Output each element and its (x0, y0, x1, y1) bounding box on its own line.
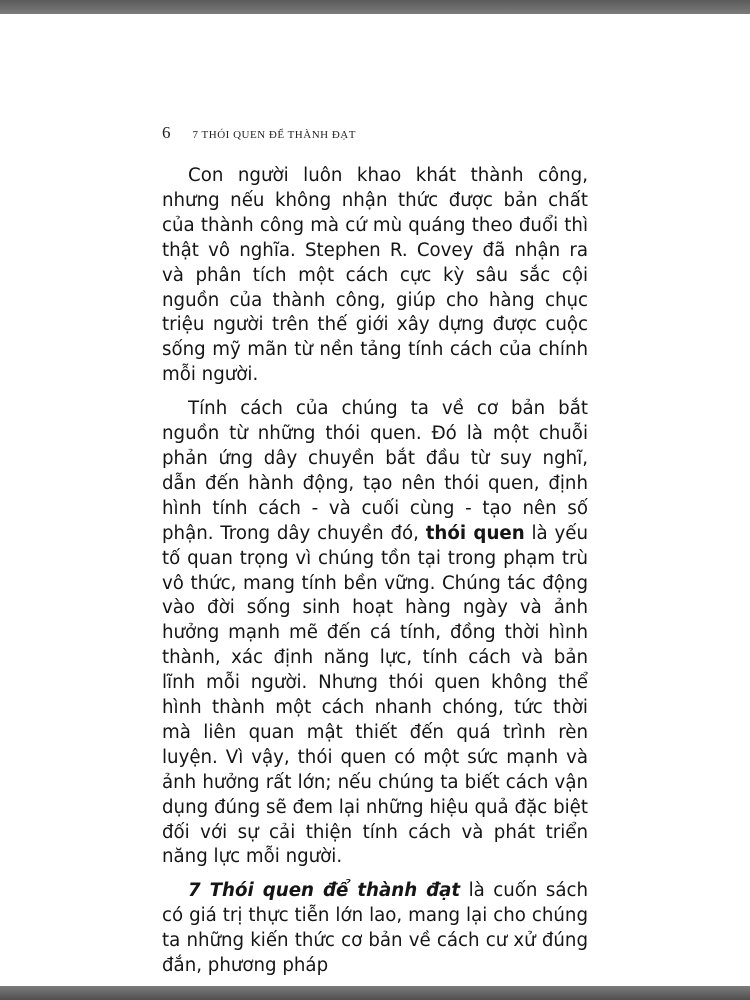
paragraph-2 (162, 397, 588, 870)
viewer-top-bar (0, 0, 750, 14)
paragraph-2-part-2: là yếu tố quan trọng vì chúng tồn tại trong phạm trù vô thức, mang tính bền vững. Chúng tác động vào đời sống sinh hoạt hàng ngày và ảnh hưởng mạnh mẽ đến cá tính, đồng thời hình thành, xác định năng lực, tính cách và bản lĩnh mỗi người. Nhưng thói quen không thể hình thành một cách nhanh chóng, tức thời mà liên quan mật thiết đến quá trình rèn luyện. Vì vậy, thói quen có một sức mạnh và ảnh hưởng rất lớn; nếu chúng ta biết cách vận dụng đúng sẽ đem lại những hiệu quả đặc biệt đối với sự cải thiện tính cách và phát triển năng lực mỗi người. (162, 522, 588, 868)
paragraph-1: Con người luôn khao khát thành công, nhưng nếu không nhận thức được bản chất của thành công mà cứ mù quáng theo đuổi thì thật vô nghĩa. Stephen R. Covey đã nhận ra và phân tích một cách cực kỳ sâu sắc cội nguồn của thành công, giúp cho hàng chục triệu người trên thế giới xây dựng được cuộc sống mỹ mãn từ nền tảng tính cách của chính mỗi người. (162, 165, 588, 386)
running-title: 7 THÓI QUEN ĐỂ THÀNH ĐẠT (192, 129, 356, 141)
book-page (0, 14, 750, 986)
paragraph-3-text: là cuốn sách có giá trị thực tiễn lớn lao, mang lại cho chúng ta những kiến thức cơ bản về cách cư xử đúng đắn, phương pháp (162, 880, 588, 977)
running-header (162, 123, 356, 143)
viewer-bottom-bar (0, 986, 750, 1000)
book-title-emphasis: 7 Thói quen để thành đạt (188, 880, 461, 902)
paragraph-2-part-1: Tính cách của chúng ta về cơ bản bắt nguồn từ những thói quen. Đó là một chuỗi phản ứng dây chuyền bắt đầu từ suy nghĩ, dẫn đến hành động, tạo nên thói quen, định hình tính cách - và cuối cùng - tạo nên số phận. Trong dây chuyền đó, (162, 398, 588, 544)
emphasis-habit: thói quen (425, 522, 525, 544)
page-number: 6 (162, 123, 171, 142)
body-text (162, 164, 588, 988)
paragraph-3 (162, 879, 588, 979)
